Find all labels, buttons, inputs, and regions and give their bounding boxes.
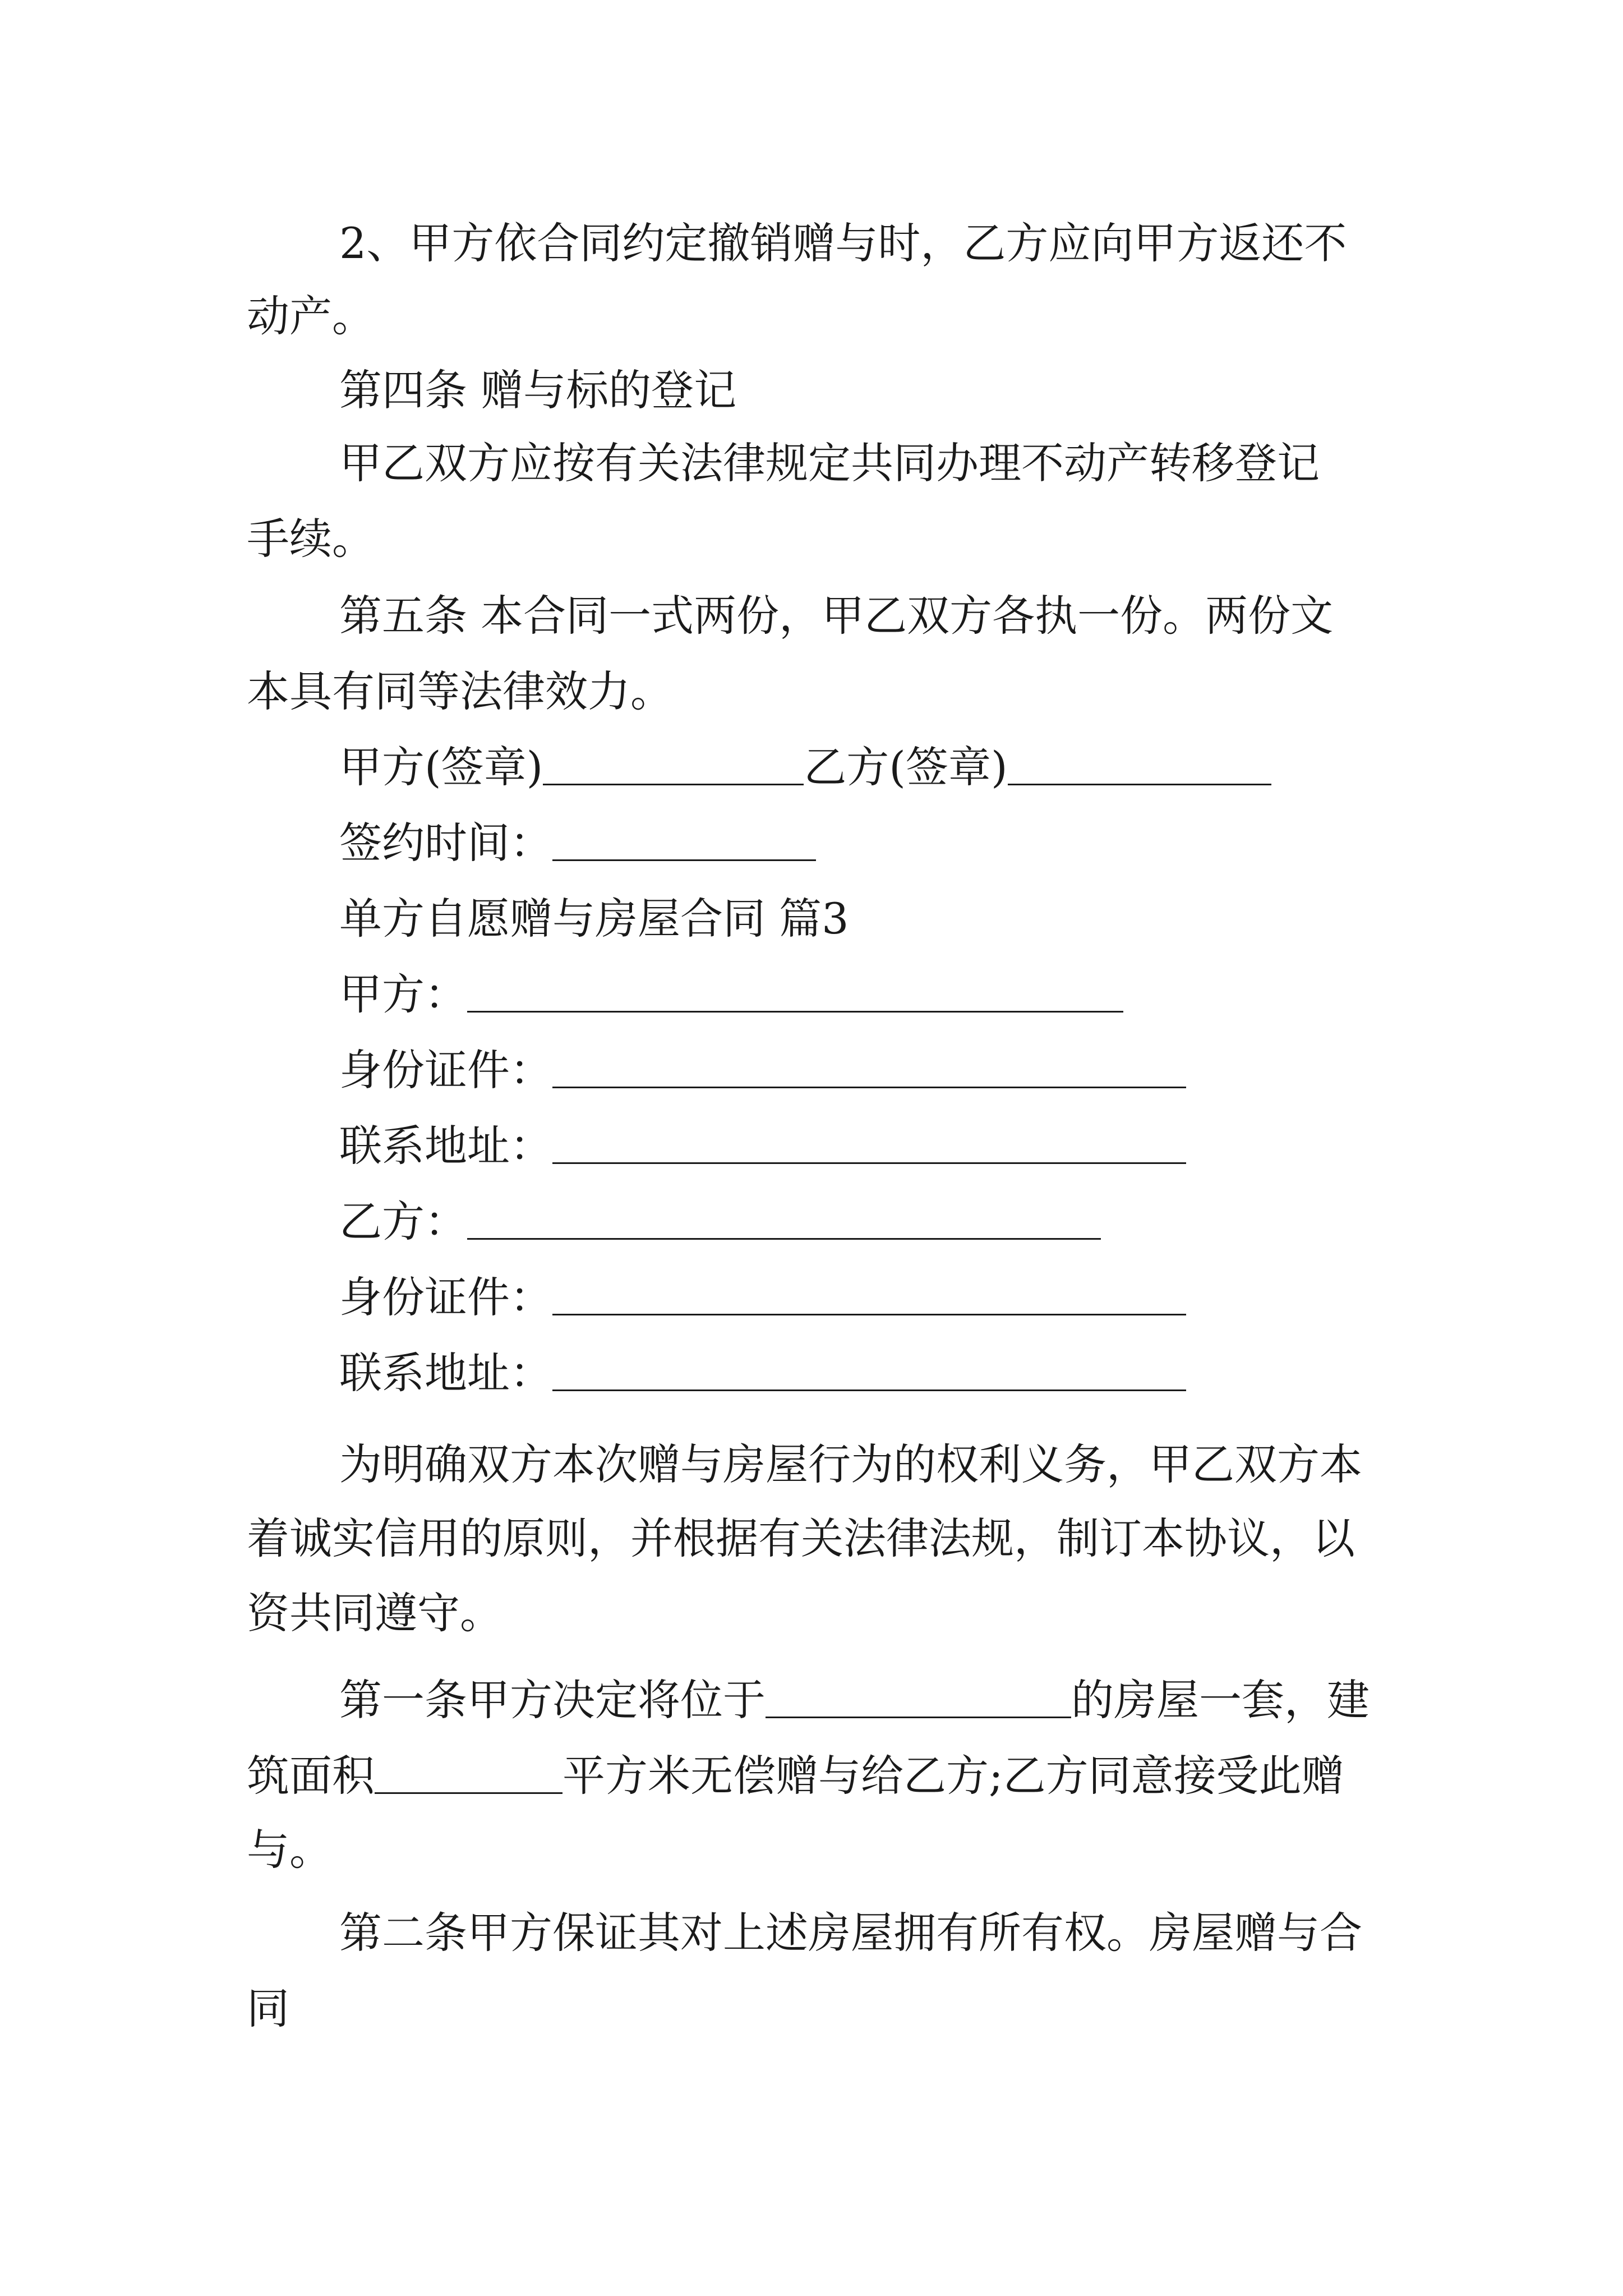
article-2-line-2: 同 <box>247 1984 289 2033</box>
party-b-address-row <box>339 1342 1186 1405</box>
signing-date-row <box>339 812 816 875</box>
article-2-line-1: 第二条甲方保证其对上述房屋拥有所有权。房屋赠与合 <box>339 1908 1362 1958</box>
party-a-signature-field[interactable] <box>543 750 804 785</box>
paragraph-2-line-1: 甲乙双方应按有关法律规定共同办理不动产转移登记 <box>339 438 1320 488</box>
paragraph-1-line-1: 2、甲方依合同约定撤销赠与时，乙方应向甲方返还不 <box>339 218 1347 268</box>
party-b-id-field[interactable] <box>552 1280 1186 1315</box>
floor-area-field[interactable] <box>375 1759 562 1794</box>
house-location-field[interactable] <box>766 1683 1071 1718</box>
party-a-address-field[interactable] <box>552 1129 1186 1164</box>
party-b-address-field[interactable] <box>552 1356 1186 1391</box>
party-b-field[interactable] <box>467 1204 1101 1240</box>
party-a-row <box>339 963 1123 1026</box>
article-1-line-2-part-a: 筑面积 <box>247 1751 375 1801</box>
paragraph-2-line-2: 手续。 <box>247 514 375 564</box>
party-a-address-row <box>339 1115 1186 1177</box>
party-b-address-label: 联系地址： <box>339 1348 552 1398</box>
party-b-signature-field[interactable] <box>1008 750 1271 785</box>
party-a-field[interactable] <box>467 977 1123 1013</box>
party-a-label: 甲方： <box>339 969 467 1019</box>
preamble-line-1: 为明确双方本次赠与房屋行为的权利义务，甲乙双方本 <box>339 1439 1362 1489</box>
party-a-signature-label: 甲方(签章) <box>339 742 543 792</box>
signing-date-label: 签约时间： <box>339 818 552 868</box>
paragraph-1-line-2: 动产。 <box>247 291 375 341</box>
article-1-line-2-part-b: 平方米无偿赠与给乙方;乙方同意接受此赠 <box>562 1751 1344 1801</box>
article-4-heading: 第四条 赠与标的登记 <box>339 365 737 415</box>
party-b-signature-label: 乙方(签章) <box>804 742 1008 792</box>
party-b-label: 乙方： <box>339 1197 467 1246</box>
article-1-line-1-part-a: 第一条甲方决定将位于 <box>339 1675 766 1725</box>
party-a-id-label: 身份证件： <box>339 1045 552 1095</box>
section-3-title: 单方自愿赠与房屋合同 篇3 <box>339 894 849 944</box>
article-1-line-1-part-b: 的房屋一套，建 <box>1071 1675 1370 1725</box>
signing-date-field[interactable] <box>552 826 816 861</box>
article-1-line-1 <box>339 1669 1370 1732</box>
party-b-id-row <box>339 1266 1186 1329</box>
party-b-id-label: 身份证件： <box>339 1272 552 1322</box>
signature-row <box>339 736 1271 799</box>
party-b-row <box>339 1190 1101 1253</box>
article-5-line-2: 本具有同等法律效力。 <box>247 666 673 716</box>
article-1-line-2 <box>247 1745 1344 1807</box>
party-a-id-row <box>339 1039 1186 1102</box>
preamble-line-2: 着诚实信用的原则，并根据有关法律法规，制订本协议，以 <box>247 1513 1355 1563</box>
party-a-id-field[interactable] <box>552 1053 1186 1088</box>
preamble-line-3: 资共同遵守。 <box>247 1588 502 1638</box>
article-1-line-3: 与。 <box>247 1825 332 1875</box>
party-a-address-label: 联系地址： <box>339 1121 552 1171</box>
article-5-line-1: 第五条 本合同一式两份，甲乙双方各执一份。两份文 <box>339 591 1334 641</box>
